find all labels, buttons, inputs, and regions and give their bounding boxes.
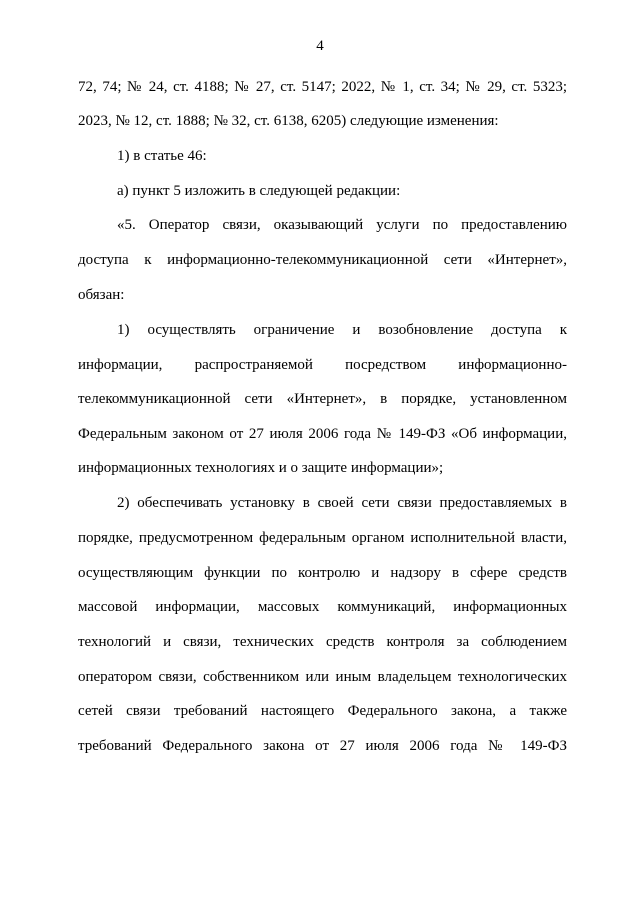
item-2-line-3: осуществляющим функции по контролю и надзору в сфере средств [78,565,567,581]
item-2-line-6: оператором связи, собственником или иным владельцем технологических [78,669,567,685]
item-1-line-4: Федеральным законом от 27 июля 2006 года № 149-ФЗ «Об информации, [78,426,567,442]
quote-line-3: обязан: [78,287,125,303]
text-line-2: 2023, № 12, ст. 1888; № 32, ст. 6138, 6205) следующие изменения: [78,113,499,129]
quote-line-1: «5. Оператор связи, оказывающий услуги по предоставлению [117,217,567,233]
text-line-1: 72, 74; № 24, ст. 4188; № 27, ст. 5147; 2022, № 1, ст. 34; № 29, ст. 5323; [78,79,567,95]
item-2-line-7: сетей связи требований настоящего Федерального закона, а также [78,703,567,719]
item-2-line-5: технологий и связи, технических средств контроля за соблюдением [78,634,567,650]
item-1-line-1: 1) осуществлять ограничение и возобновление доступа к [117,322,567,338]
item-2-line-1: 2) обеспечивать установку в своей сети связи предоставляемых в [117,495,567,511]
page-number: 4 [316,38,324,54]
item-2-line-8: требований Федерального закона от 27 июля 2006 года № 149-ФЗ [78,738,567,754]
item-1-line-5: информационных технологиях и о защите информации»; [78,460,444,476]
item-2-line-2: порядке, предусмотренном федеральным органом исполнительной власти, [78,530,567,546]
quote-line-2: доступа к информационно-телекоммуникационной сети «Интернет», [78,252,567,268]
item-2-line-4: массовой информации, массовых коммуникаций, информационных [78,599,567,615]
list-item-article-46: 1) в статье 46: [117,148,207,164]
item-1-line-2: информации, распространяемой посредством информационно- [78,357,567,373]
list-item-point-5: а) пункт 5 изложить в следующей редакции: [117,183,401,199]
item-1-line-3: телекоммуникационной сети «Интернет», в порядке, установленном [78,391,567,407]
